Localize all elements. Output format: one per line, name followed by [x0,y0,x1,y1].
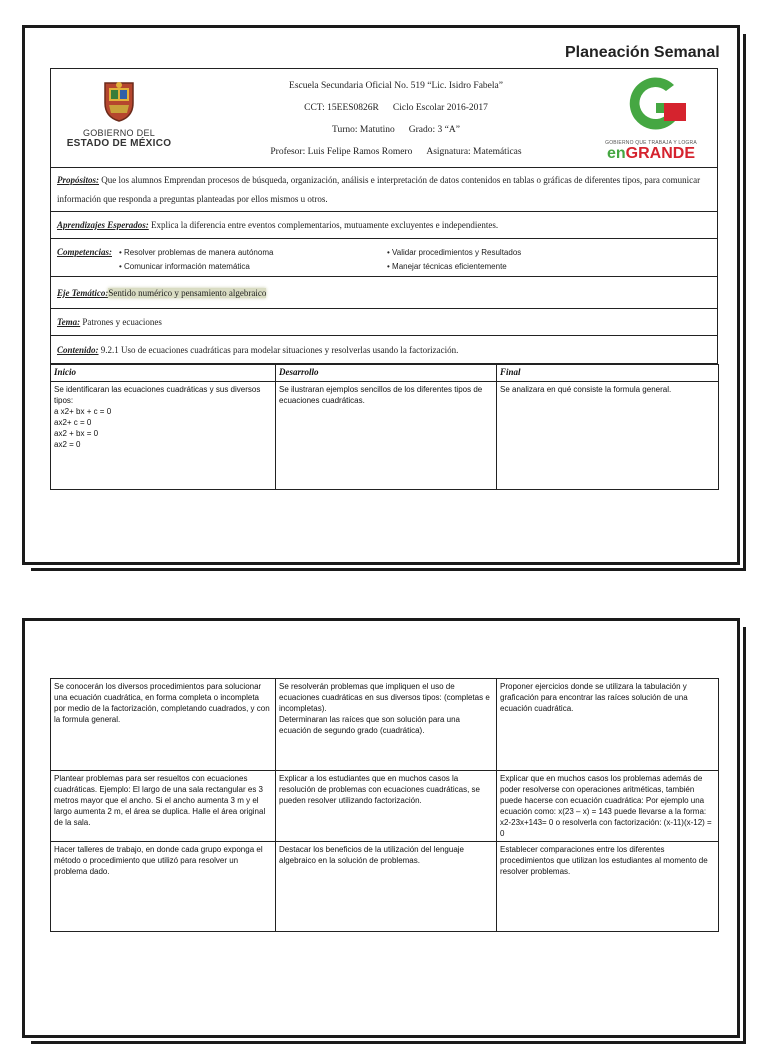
aprendizajes-row [50,212,718,239]
header-desarrollo: Desarrollo [276,365,497,382]
coat-of-arms-icon [99,79,139,123]
engrande-logo [596,77,706,162]
propositos-text: Que los alumnos Emprendan procesos de búsqueda, organización, análisis e interpretación de datos contenidos en tablas o gráficas de diferentes tipos, para comunicar información que responda a preguntas planteadas por ellos mismos u otros. [57,175,701,204]
table-cell: Se resolverán problemas que impliquen el uso de ecuaciones cuadráticas en sus diversos tipos: (completas e incompletas). Determinaran las raíces que son solución para una ecuación de segundo grado (cuadrática). [276,679,497,771]
school-info [231,75,561,163]
contenido-text: 9.2.1 Uso de ecuaciones cuadráticas para modelar situaciones y resolverlas usando la factorización. [100,345,459,355]
activities-table-1 [50,364,719,490]
activities-table-2 [50,678,719,932]
cct: CCT: 15EES0826R [304,103,379,113]
propositos-label: Propósitos: [57,175,100,185]
header-inicio: Inicio [51,365,276,382]
asignatura: Asignatura: Matemáticas [426,147,522,157]
turno: Turno: Matutino [332,125,395,135]
competencia-4: • Manejar técnicas eficientemente [387,262,507,271]
propositos-row [50,168,718,212]
competencia-3: • Validar procedimientos y Resultados [387,248,522,257]
logo-right-small: GOBIERNO QUE TRABAJA Y LOGRA [605,140,697,146]
header-box [50,68,718,168]
table-row [51,679,719,771]
eje-text: Sentido numérico y pensamiento algebraico [108,288,267,298]
contenido-label: Contenido: [57,345,99,355]
tema-label: Tema: [57,317,81,327]
logo-left-line2: ESTADO DE MÉXICO [66,138,172,149]
contenido-row [50,336,718,364]
table-row [51,771,719,842]
eje-row [50,277,718,309]
eje-label: Eje Temático: [57,288,109,298]
table-cell: Explicar a los estudiantes que en muchos casos la resolución de problemas con ecuaciones cuadráticas, se pueden resolver utilizando factorización. [276,771,497,842]
competencias-label: Competencias: [57,247,112,257]
aprendizajes-text: Explica la diferencia entre eventos complementarios, mutuamente excluyentes e independientes. [151,220,499,230]
table-cell: Hacer talleres de trabajo, en donde cada grupo exponga el método o procedimiento que utilizó para resolver un problema dado. [51,842,276,932]
logo-right-text: enGRANDE [606,145,695,162]
table-cell: Plantear problemas para ser resueltos con ecuaciones cuadráticas. Ejemplo: El largo de una sala rectangular es 3 metros mayor que el ancho. Si el ancho aumenta 3 m y el largo aumenta 2 m, el área se duplica. Halle el área original de la sala. [51,771,276,842]
page-title: Planeación Semanal [565,44,720,61]
school-name: Escuela Secundaria Oficial No. 519 “Lic. Isidro Fabela” [289,81,503,91]
table-cell: Se ilustraran ejemplos sencillos de los diferentes tipos de ecuaciones cuadráticas. [276,382,497,490]
tema-row [50,309,718,336]
competencias-row [50,239,718,277]
profesor: Profesor: Luis Felipe Ramos Romero [270,147,413,157]
table-cell: Se conocerán los diversos procedimientos para solucionar una ecuación cuadrática, en forma completa o incompleta por medio de la factorización, completando cuadrados, y con la formula general. [51,679,276,771]
school-cycle: Ciclo Escolar 2016-2017 [392,103,488,113]
table-cell: Proponer ejercicios donde se utilizara la tabulación y graficación para encontrar las raíces solución de una ecuación cuadrática. [497,679,719,771]
aprendizajes-label: Aprendizajes Esperados: [57,220,149,230]
table-cell: Destacar los beneficios de la utilización del lenguaje algebraico en la solución de problemas. [276,842,497,932]
competencia-2: • Comunicar información matemática [119,262,250,271]
header-final: Final [497,365,719,382]
table-cell: Se identificaran las ecuaciones cuadráticas y sus diversos tipos: a x2+ bx + c = 0 ax2+ c = 0 ax2 + bx = 0 ax2 = 0 [51,382,276,490]
g-logo-icon [596,77,706,135]
table-row [51,842,719,932]
table-cell: Explicar que en muchos casos los problemas además de poder resolverse con operaciones aritméticas, también puede hacerse con ecuación cuadrática: Por ejemplo una ecuación como: x(23 – x) = 143 puede llevarse a la forma: x2-23x+143= 0 o resolverla con factorización: (x-11)(x-12) = 0 [497,771,719,842]
grado: Grado: 3 “A” [408,125,460,135]
competencia-1: • Resolver problemas de manera autónoma [119,248,274,257]
table-cell: Establecer comparaciones entre los diferentes procedimientos que utilizan los estudiantes al momento de resolver problemas. [497,842,719,932]
table-cell: Se analizara en qué consiste la formula general. [497,382,719,490]
gobierno-edomex-logo [59,79,179,149]
logo-left-line1: GOBIERNO DEL [82,128,156,138]
tema-text: Patrones y ecuaciones [82,317,162,327]
